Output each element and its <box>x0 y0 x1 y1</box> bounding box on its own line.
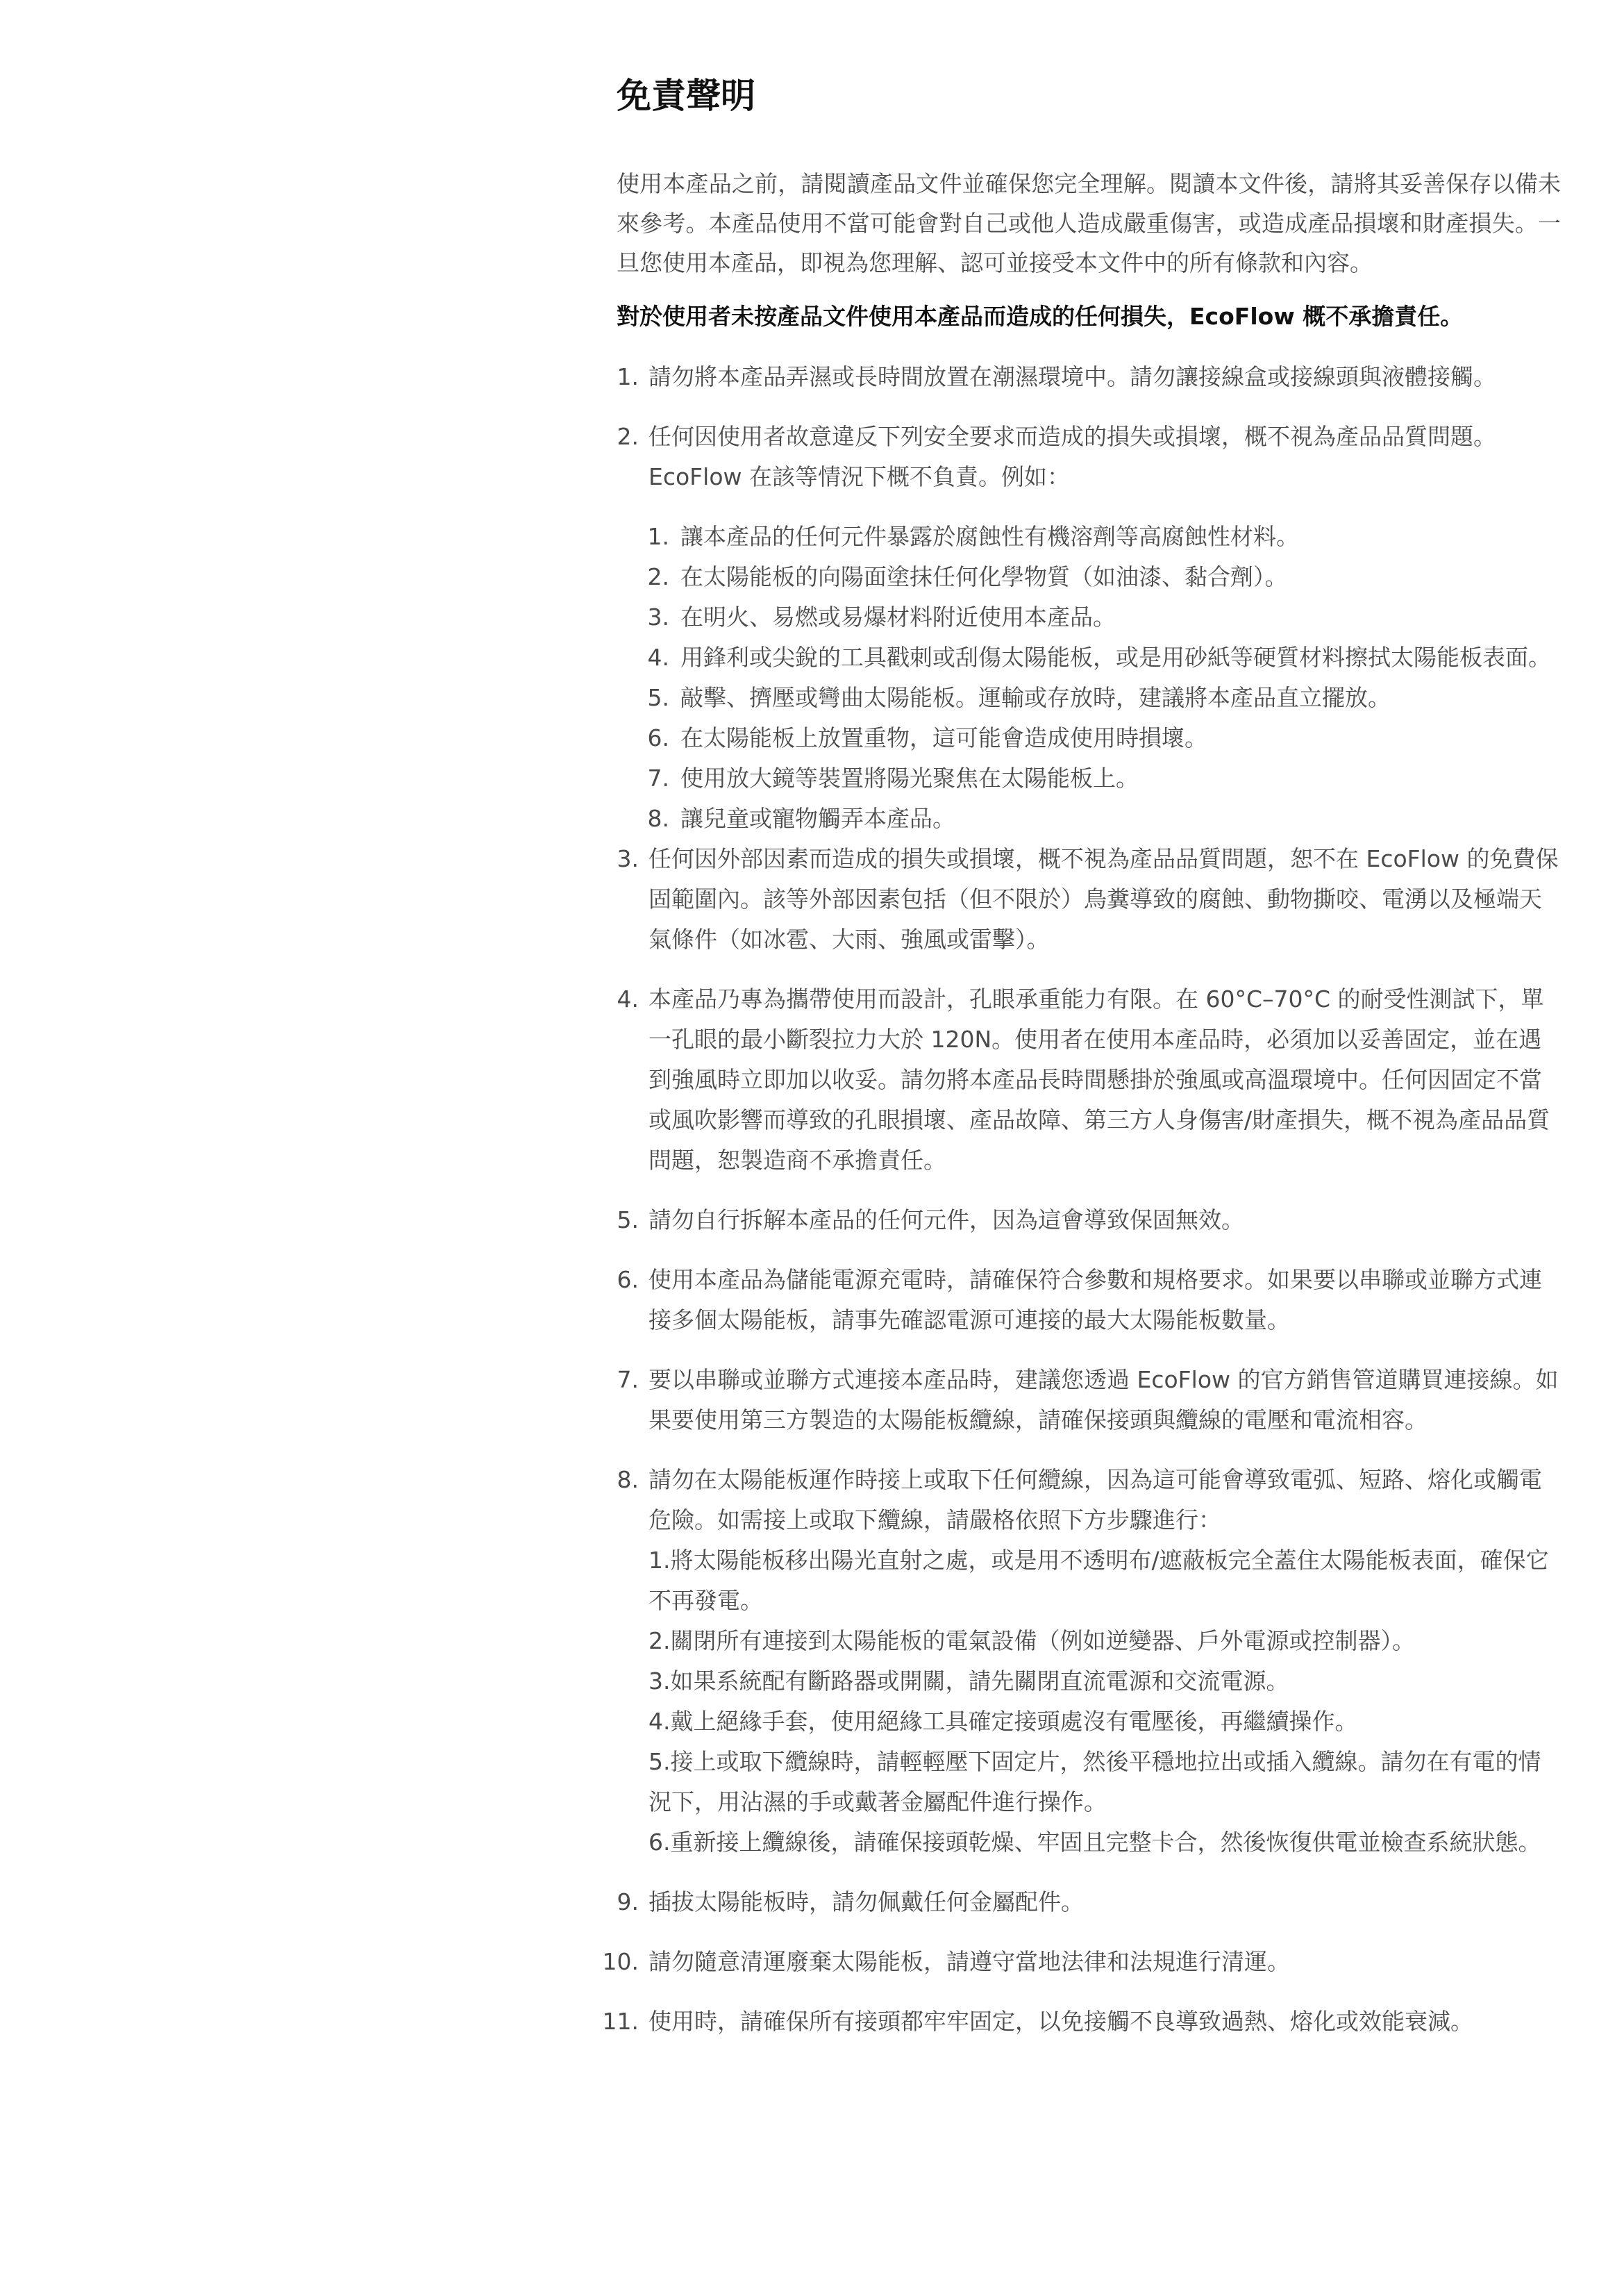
page-title: 免責聲明 <box>617 76 755 116</box>
sub-list-item <box>617 638 1561 678</box>
sub-list <box>617 517 1561 839</box>
list-item <box>617 1200 1561 1240</box>
list-item-text: 要以串聯或並聯方式連接本產品時，建議您透過 EcoFlow 的官方銷售管道購買連接線。如果要使用第三方製造的太陽能板纜線，請確保接頭與纜線的電壓和電流相容。 <box>648 1366 1559 1433</box>
list-item-text: 請勿將本產品弄濕或長時間放置在潮濕環境中。請勿讓接線盒或接線頭與液體接觸。 <box>648 363 1496 390</box>
list-item <box>617 979 1561 1181</box>
sub-item-text: 在太陽能板的向陽面塗抹任何化學物質（如油漆、黏合劑）。 <box>680 563 1288 590</box>
sub-item-text: 在太陽能板上放置重物，這可能會造成使用時損壞。 <box>680 724 1207 751</box>
list-item-number: 6. <box>617 1266 639 1293</box>
list-item-number: 10. <box>602 1948 639 1975</box>
sub-item-number: 1. <box>647 523 669 550</box>
sub-list-item <box>617 758 1561 799</box>
procedure-step: 5.接上或取下纜線時，請輕輕壓下固定片，然後平穩地拉出或插入纜線。請勿在有電的情況下，用沾濕的手或戴著金屬配件進行操作。 <box>648 1748 1541 1815</box>
list-item-number: 5. <box>617 1206 639 1233</box>
sub-item-number: 6. <box>647 724 669 751</box>
list-item <box>617 839 1561 960</box>
list-item-text: 請勿隨意清運廢棄太陽能板，請遵守當地法律和法規進行清運。 <box>648 1948 1290 1975</box>
list-item-text: 插拔太陽能板時，請勿佩戴任何金屬配件。 <box>648 1888 1084 1915</box>
list-item-text: 使用時，請確保所有接頭都牢牢固定，以免接觸不良導致過熱、熔化或效能衰減。 <box>648 2008 1473 2035</box>
liability-note: 對於使用者未按產品文件使用本產品而造成的任何損失，EcoFlow 概不承擔責任。 <box>617 303 1464 330</box>
list-item <box>617 1260 1561 1340</box>
list-item <box>617 1360 1561 1440</box>
sub-item-number: 4. <box>647 644 669 671</box>
list-item <box>617 1460 1561 1540</box>
disclaimer-page <box>602 69 1561 2042</box>
intro-paragraph: 使用本產品之前，請閱讀產品文件並確保您完全理解。閱讀本文件後，請將其妥善保存以備未來參考。本產品使用不當可能會對自己或他人造成嚴重傷害，或造成產品損壞和財產損失。一旦您使用本產品，即視為您理解、認可並接受本文件中的所有條款和內容。 <box>617 170 1561 276</box>
sub-item-text: 敲擊、擠壓或彎曲太陽能板。運輸或存放時，建議將本產品直立擺放。 <box>680 684 1391 711</box>
procedure-step: 2.關閉所有連接到太陽能板的電氣設備（例如逆變器、戶外電源或控制器）。 <box>648 1627 1415 1654</box>
list-item-number: 7. <box>617 1366 639 1393</box>
list-item <box>617 417 1561 497</box>
list-item-text: 本產品乃專為攜帶使用而設計，孔眼承重能力有限。在 60°C–70°C 的耐受性測試下，單一孔眼的最小斷裂拉力大於 120N。使用者在使用本產品時，必須加以妥善固定，並在遇到強風時立即加以收妥。請勿將本產品長時間懸掛於強風或高溫環境中。任何因固定不當或風吹影響而導致的孔眼損壞、產品故障、第三方人身傷害/財產損失，概不視為產品品質問題，恕製造商不承擔責任。 <box>648 985 1550 1174</box>
sub-item-text: 使用放大鏡等裝置將陽光聚焦在太陽能板上。 <box>680 765 1139 792</box>
list-item-number: 11. <box>602 2008 639 2035</box>
list-item-text: 任何因使用者故意違反下列安全要求而造成的損失或損壞，概不視為產品品質問題。EcoFlow 在該等情況下概不負責。例如： <box>648 423 1496 490</box>
procedure-step: 4.戴上絕緣手套，使用絕緣工具確定接頭處沒有電壓後，再繼續操作。 <box>648 1708 1358 1735</box>
list-item-text: 任何因外部因素而造成的損失或損壞，概不視為產品品質問題，恕不在 EcoFlow 的免費保固範圍內。該等外部因素包括（但不限於）鳥糞導致的腐蝕、動物撕咬、電湧以及極端天氣條件（如冰雹、大雨、強風或雷擊）。 <box>648 845 1559 953</box>
sub-item-text: 讓兒童或寵物觸弄本產品。 <box>680 805 955 832</box>
sub-item-text: 讓本產品的任何元件暴露於腐蝕性有機溶劑等高腐蝕性材料。 <box>680 523 1299 550</box>
sub-list-item <box>617 517 1561 557</box>
sub-list-item <box>617 678 1561 718</box>
list-item-text: 請勿在太陽能板運作時接上或取下任何纜線，因為這可能會導致電弧、短路、熔化或觸電危險。如需接上或取下纜線，請嚴格依照下方步驟進行： <box>648 1466 1542 1533</box>
sub-item-number: 2. <box>647 563 669 590</box>
procedure-step: 3.如果系統配有斷路器或開關，請先關閉直流電源和交流電源。 <box>648 1667 1289 1695</box>
list-item <box>617 1882 1561 1922</box>
sub-item-number: 7. <box>647 765 669 792</box>
sub-item-text: 在明火、易燃或易爆材料附近使用本產品。 <box>680 604 1116 631</box>
procedure-step: 1.將太陽能板移出陽光直射之處，或是用不透明布/遮蔽板完全蓋住太陽能板表面，確保它不再發電。 <box>648 1547 1549 1614</box>
sub-item-number: 8. <box>647 805 669 832</box>
sub-list-item <box>617 718 1561 758</box>
list-item <box>602 2002 1561 2042</box>
list-item-number: 3. <box>617 845 639 872</box>
list-item-number: 2. <box>617 423 639 450</box>
sub-item-number: 5. <box>647 684 669 711</box>
list-item <box>602 1942 1561 1982</box>
sub-list-item <box>617 597 1561 638</box>
sub-item-number: 3. <box>647 604 669 631</box>
list-item-text: 使用本產品為儲能電源充電時，請確保符合參數和規格要求。如果要以串聯或並聯方式連接多個太陽能板，請事先確認電源可連接的最大太陽能板數量。 <box>648 1266 1542 1333</box>
list-item-number: 8. <box>617 1466 639 1493</box>
sub-list-item <box>617 799 1561 839</box>
list-item-number: 1. <box>617 363 639 390</box>
list-item-number: 4. <box>617 985 639 1013</box>
procedure-step: 6.重新接上纜線後，請確保接頭乾燥、牢固且完整卡合，然後恢復供電並檢查系統狀態。 <box>648 1829 1541 1856</box>
sub-item-text: 用鋒利或尖銳的工具戳刺或刮傷太陽能板，或是用砂紙等硬質材料擦拭太陽能板表面。 <box>680 644 1551 671</box>
list-item-text: 請勿自行拆解本產品的任何元件，因為這會導致保固無效。 <box>648 1206 1244 1233</box>
list-item <box>617 357 1561 397</box>
list-item-number: 9. <box>617 1888 639 1915</box>
sub-list-item <box>617 557 1561 597</box>
